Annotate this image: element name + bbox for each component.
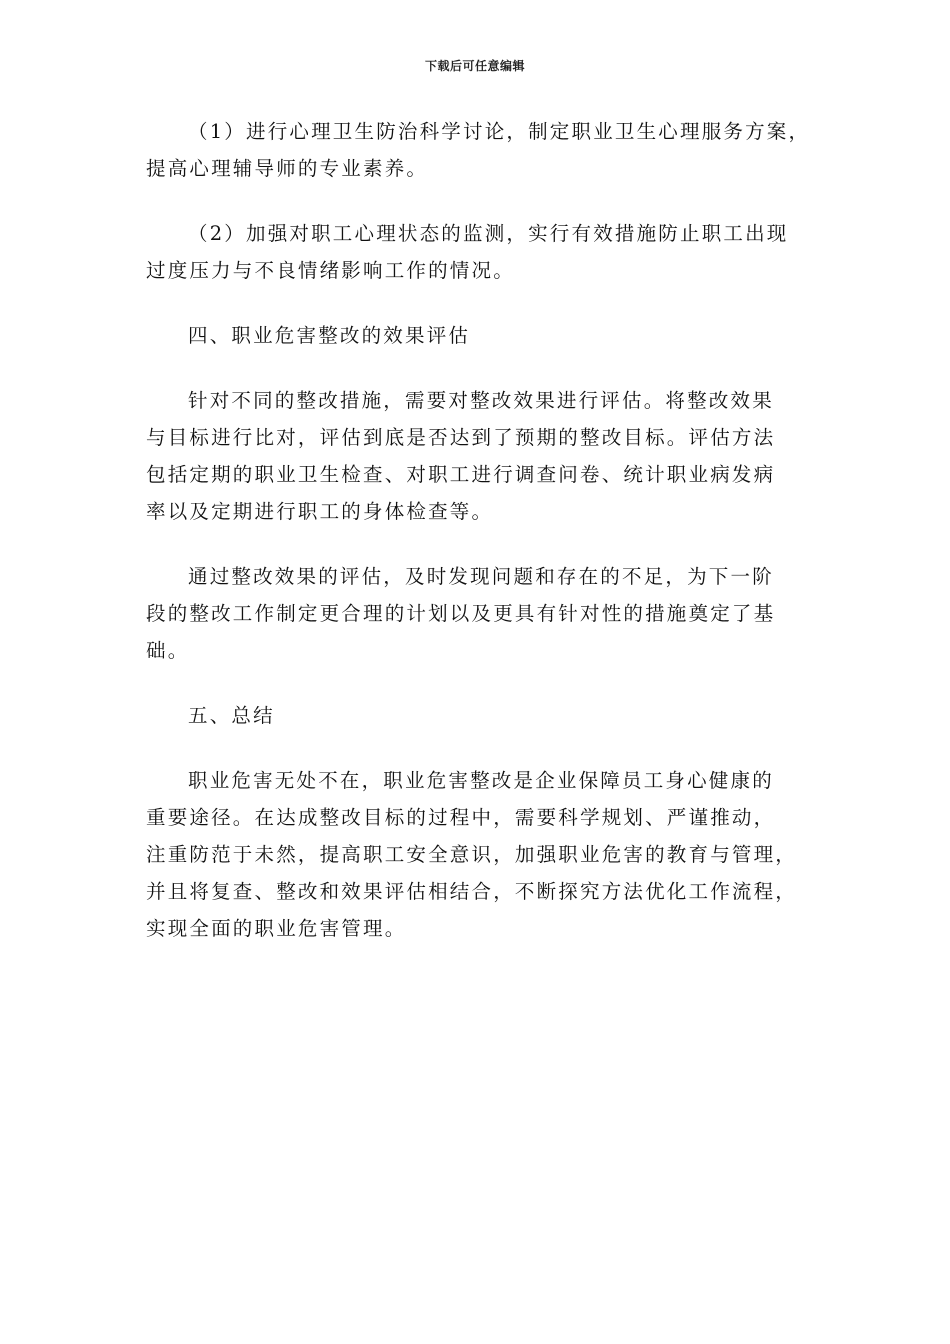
paragraph-line: 职业危害无处不在，职业危害整改是企业保障员工身心健康的 <box>188 769 774 792</box>
section-heading: 五、总结 <box>188 704 275 727</box>
paragraph-line: 提高心理辅导师的专业素养。 <box>146 157 429 180</box>
page-header: 下载后可任意编辑 <box>424 59 525 73</box>
paragraph-measure-2 <box>146 215 806 289</box>
paragraph-line: 与目标进行比对，评估到底是否达到了预期的整改目标。评估方法 <box>146 426 776 449</box>
document-body <box>146 113 811 947</box>
paragraph-line: 针对不同的整改措施，需要对整改效果进行评估。将整改效果 <box>188 389 774 412</box>
paragraph-summary <box>146 762 806 947</box>
section-heading: 四、职业危害整改的效果评估 <box>188 324 471 347</box>
paragraph-line: 实现全面的职业危害管理。 <box>146 917 407 940</box>
paragraph-line: 率以及定期进行职工的身体检查等。 <box>146 500 494 523</box>
paragraph-evaluation-2 <box>146 558 806 669</box>
paragraph-evaluation-1 <box>146 382 806 530</box>
heading-section-5 <box>146 697 806 734</box>
paragraph-line: 重要途径。在达成整改目标的过程中，需要科学规划、严谨推动， <box>146 806 776 829</box>
paragraph-line: 段的整改工作制定更合理的计划以及更具有针对性的措施奠定了基 <box>146 602 776 625</box>
heading-section-4 <box>146 317 806 354</box>
paragraph-line: 注重防范于未然，提高职工安全意识，加强职业危害的教育与管理， <box>146 843 798 866</box>
paragraph-line: 并且将复查、整改和效果评估相结合，不断探究方法优化工作流程， <box>146 880 798 903</box>
paragraph-measure-1 <box>146 113 811 187</box>
paragraph-line: 过度压力与不良情绪影响工作的情况。 <box>146 259 515 282</box>
paragraph-line: 包括定期的职业卫生检查、对职工进行调查问卷、统计职业病发病 <box>146 463 776 486</box>
paragraph-line: （1）进行心理卫生防治科学讨论，制定职业卫生心理服务方案， <box>188 120 811 143</box>
paragraph-line: （2）加强对职工心理状态的监测，实行有效措施防止职工出现 <box>188 222 789 245</box>
paragraph-line: 础。 <box>146 639 190 662</box>
paragraph-line: 通过整改效果的评估，及时发现问题和存在的不足，为下一阶 <box>188 565 774 588</box>
